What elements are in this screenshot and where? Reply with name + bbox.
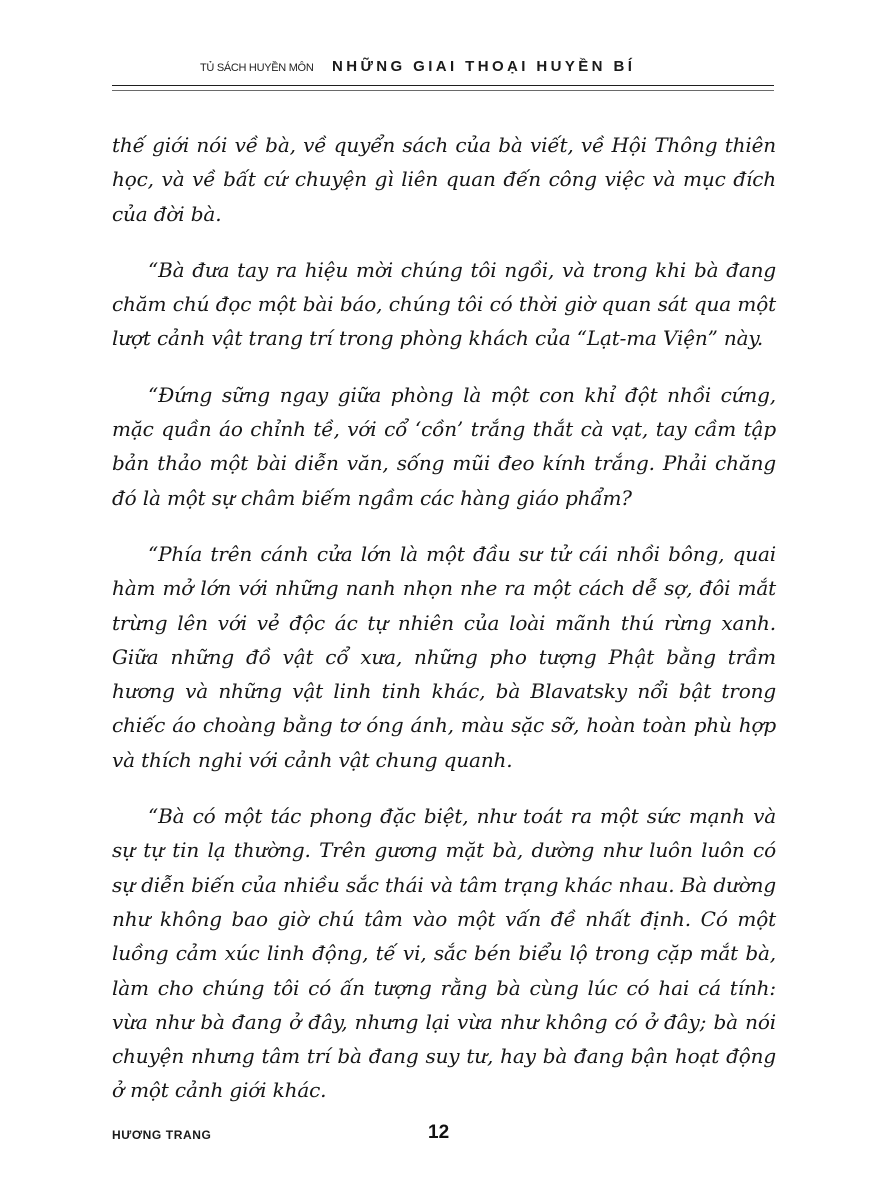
book-title: NHỮNG GIAI THOẠI HUYỀN BÍ xyxy=(332,58,636,75)
page-number: 12 xyxy=(428,1122,450,1143)
header-rule xyxy=(112,85,774,86)
running-header xyxy=(0,50,875,90)
paragraph: “Bà có một tác phong đặc biệt, như toát ra một sức mạnh và sự tự tin lạ thường. Trên gương mặt bà, dường như luôn luôn có sự diễn biến của nhiều sắc thái và tâm trạng khác nhau. Bà dường như không bao giờ chú tâm vào một vấn đề nhất định. Có một luồng cảm xúc linh động, tế vi, sắc bén biểu lộ trong cặp mắt bà, làm cho chúng tôi có ấn tượng rằng bà cùng lúc có hai cá tính: vừa như bà đang ở đây, nhưng lại vừa như không có ở đây; bà nói chuyện nhưng tâm trí bà đang suy tư, hay bà đang bận hoạt động ở một cảnh giới khác. xyxy=(112,804,776,1103)
header-rule-thin xyxy=(112,90,774,91)
body-text xyxy=(112,128,776,1130)
paragraph: “Phía trên cánh cửa lớn là một đầu sư tử cái nhồi bông, quai hàm mở lớn với những nanh nhọn nhe ra một cách dễ sợ, đôi mắt trừng lên với vẻ độc ác tự nhiên của loài mãnh thú rừng xanh. Giữa những đồ vật cổ xưa, những pho tượng Phật bằng trầm hương và những vật linh tinh khác, bà Blavatsky nổi bật trong chiếc áo choàng bằng tơ óng ánh, màu sặc sỡ, hoàn toàn phù hợp và thích nghi với cảnh vật chung quanh. xyxy=(112,541,776,772)
paragraph: “Bà đưa tay ra hiệu mời chúng tôi ngồi, và trong khi bà đang chăm chú đọc một bài báo, chúng tôi có thời giờ quan sát qua một lượt cảnh vật trang trí trong phòng khách của “Lạt-ma Viện” này. xyxy=(112,257,776,351)
paragraph: “Đứng sững ngay giữa phòng là một con khỉ đột nhồi cứng, mặc quần áo chỉnh tề, với cổ ‘cồn’ trắng thắt cà vạt, tay cầm tập bản thảo một bài diễn văn, sống mũi đeo kính trắng. Phải chăng đó là một sự châm biếm ngầm các hàng giáo phẩm? xyxy=(112,382,776,510)
footer-author: HƯƠNG TRANG xyxy=(112,1128,212,1142)
paragraph-continued: thế giới nói về bà, về quyển sách của bà viết, về Hội Thông thiên học, và về bất cứ chuyện gì liên quan đến công việc và mục đích của đời bà. xyxy=(112,133,776,226)
series-name: TỦ SÁCH HUYỀN MÔN xyxy=(200,62,314,74)
